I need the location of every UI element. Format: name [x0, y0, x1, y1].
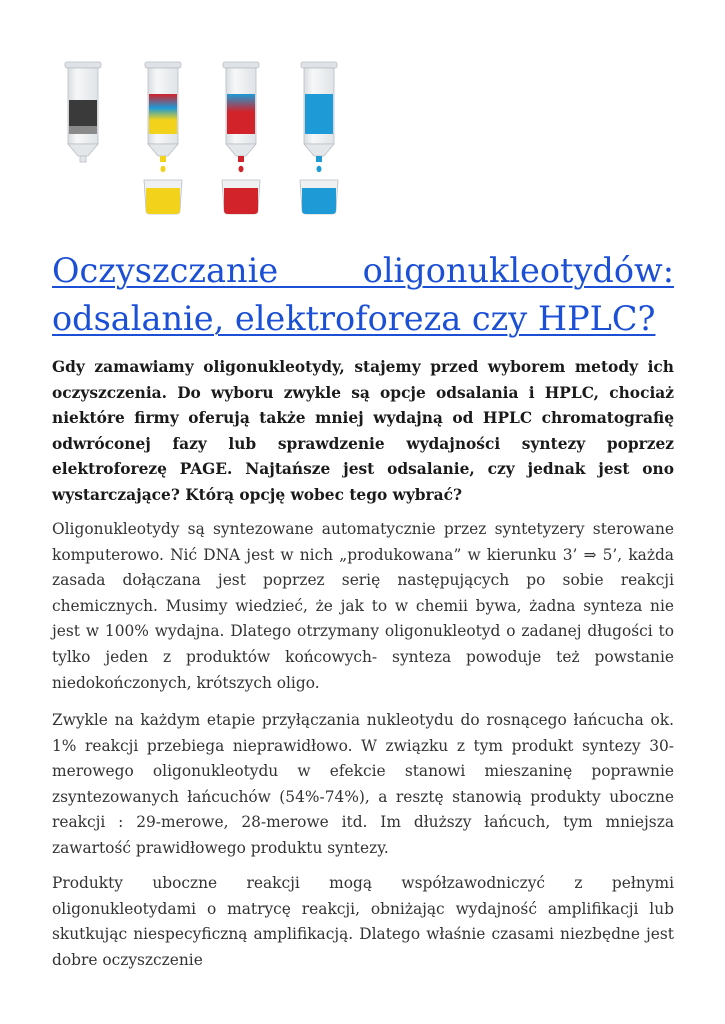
article-paragraph-3: Produkty uboczne reakcji mogą współzawodniczyć z pełnymi oligonukleotydami o matrycę reakcji, obniżając wydajność amplifikacji lub skutkując niespecyficzną amplifikacją. Dlatego właśnie czasami niezbędne jest dobre oczyszczenie: [52, 874, 674, 969]
column-black: [65, 62, 101, 162]
column-yellow: [144, 62, 182, 214]
column-red: [222, 62, 260, 214]
article-paragraph-1: Oligonukleotydy są syntezowane automatycznie przez syntetyzery sterowane komputerowo. Nić DNA jest w nich „produkowana” w kierunku 3’ ⇒ 5’, każda zasada dołączana jest poprzez serię następujących po sobie reakcji chemicznych. Musimy wiedzieć, że jak to w chemii bywa, żadna synteza nie jest w 100% wydajna. Dlatego otrzymany oligonukleotyd o zadanej długości to tylko jeden z produktów końcowych- synteza powoduje też powstanie niedokończonych, krótszych oligo.: [52, 520, 674, 692]
article-lead: Gdy zamawiamy oligonukleotydy, stajemy przed wyborem metody ich oczyszczenia. Do wyboru zwykle są opcje odsalania i HPLC, chociaż niektóre firmy oferują także mniej wydajną od HPLC chromatografię odwróconej fazy lub sprawdzenie wydajności syntezy poprzez elektroforezę PAGE. Najtańsze jest odsalanie, czy jednak jest ono wystarczające? Którą opcję wobec tego wybrać?: [52, 358, 674, 504]
purification-columns-illustration: [50, 52, 350, 222]
article-title: [52, 247, 674, 343]
column-blue: [300, 62, 338, 214]
article-paragraph-2: Zwykle na każdym etapie przyłączania nukleotydu do rosnącego łańcucha ok. 1% reakcji przebiega nieprawidłowo. W związku z tym produkt syntezy 30-merowego oligonukleotydu w efekcie stanowi mieszaninę poprawnie zsyntezowanych łańcuchów (54%-74%), a resztę stanowią produkty uboczne reakcji : 29-merowe, 28-merowe itd. Im dłuższy łańcuch, tym mniejsza zawartość prawidłowego produktu syntezy.: [52, 711, 674, 857]
article-title-link[interactable]: Oczyszczanie oligonukleotydów: odsalanie, elektroforeza czy HPLC?: [52, 251, 674, 338]
